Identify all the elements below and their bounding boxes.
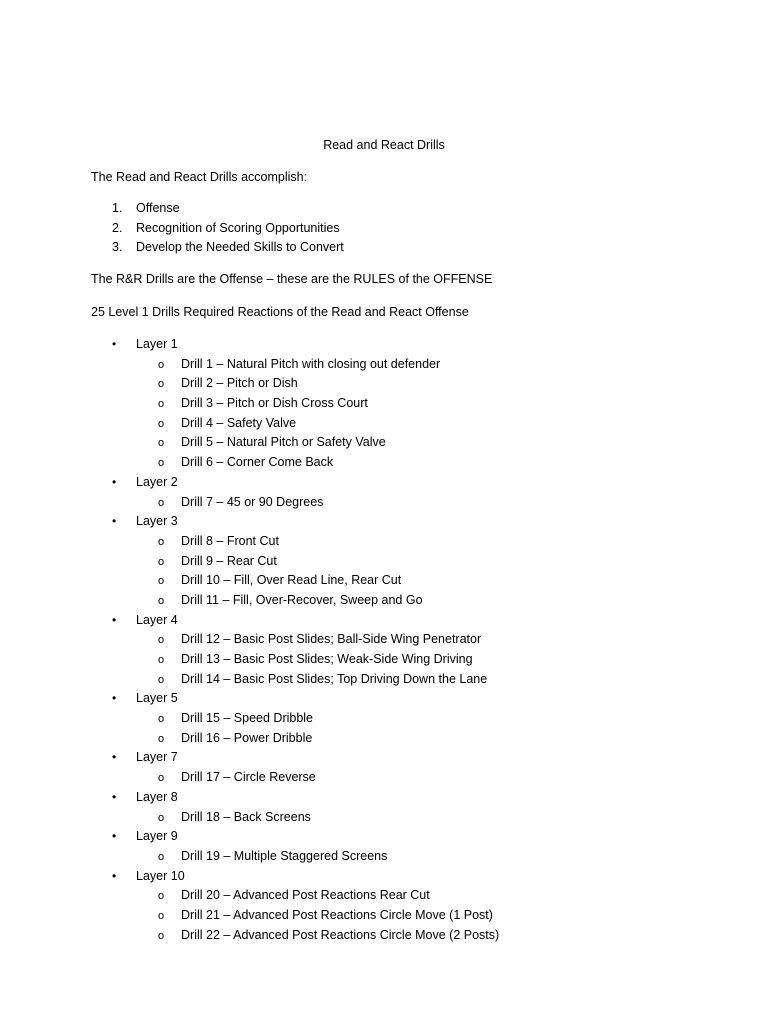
layer-item — [112, 336, 499, 474]
drill-item — [112, 907, 499, 927]
circle-bullet-icon: o — [158, 555, 165, 568]
circle-bullet-icon: o — [158, 634, 165, 647]
layer-label: Layer 1 — [136, 337, 178, 351]
goals-list — [112, 200, 344, 259]
drill-list — [112, 631, 499, 690]
drill-item — [112, 730, 499, 750]
circle-bullet-icon: o — [158, 575, 165, 588]
drill-label: Drill 22 – Advanced Post Reactions Circle Move (2 Posts) — [181, 927, 500, 942]
bullet-icon: • — [112, 474, 117, 489]
drill-label: Drill 6 – Corner Come Back — [181, 455, 334, 470]
goal-text: Recognition of Scoring Opportunities — [136, 220, 340, 235]
drill-label: Drill 1 – Natural Pitch with closing out defender — [181, 356, 441, 371]
drill-item — [112, 651, 499, 671]
drill-item — [112, 887, 499, 907]
drill-item — [112, 809, 499, 829]
drill-item — [112, 592, 499, 612]
drill-list — [112, 710, 499, 749]
drill-item — [112, 671, 499, 691]
layer-item — [112, 474, 499, 513]
drill-item — [112, 631, 499, 651]
drill-item — [112, 533, 499, 553]
drill-item — [112, 415, 499, 435]
layer-label: Layer 9 — [136, 829, 178, 844]
layers-list — [112, 336, 499, 946]
drill-label: Drill 4 – Safety Valve — [181, 415, 297, 430]
drill-label: Drill 21 – Advanced Post Reactions Circle Move (1 Post) — [181, 907, 493, 922]
layer-row — [112, 612, 499, 632]
layer-item — [112, 789, 499, 828]
circle-bullet-icon: o — [158, 811, 165, 824]
drill-label: Drill 9 – Rear Cut — [181, 553, 277, 568]
drill-label: Drill 18 – Back Screens — [181, 809, 311, 824]
goal-item — [112, 220, 344, 240]
layer-row — [112, 513, 499, 533]
bullet-icon: • — [112, 514, 117, 529]
drill-item — [112, 553, 499, 573]
bullet-icon: • — [112, 789, 117, 804]
drill-label: Drill 8 – Front Cut — [181, 533, 279, 548]
goal-number: 1. — [112, 201, 123, 215]
layer-label: Layer 10 — [136, 868, 185, 883]
drill-list — [112, 356, 499, 474]
circle-bullet-icon: o — [158, 654, 165, 666]
goal-item — [112, 239, 344, 259]
bullet-icon: • — [112, 829, 117, 844]
drills-heading: 25 Level 1 Drills Required Reactions of the Read and React Offense — [91, 305, 469, 319]
drill-label: Drill 2 – Pitch or Dish — [181, 376, 298, 391]
bullet-icon: • — [112, 612, 117, 627]
drill-item — [112, 356, 499, 376]
layer-label: Layer 3 — [136, 514, 178, 529]
drill-item — [112, 454, 499, 474]
layer-row — [112, 789, 499, 809]
goal-number: 2. — [112, 220, 123, 235]
goal-number: 3. — [112, 240, 123, 254]
drill-item — [112, 769, 499, 789]
document-title: Read and React Drills — [323, 138, 445, 152]
drill-list — [112, 494, 499, 514]
drill-list — [112, 533, 499, 612]
drill-label: Drill 15 – Speed Dribble — [181, 711, 314, 726]
circle-bullet-icon: o — [158, 496, 165, 509]
layer-label: Layer 2 — [136, 474, 178, 489]
bullet-icon: • — [112, 750, 117, 765]
circle-bullet-icon: o — [158, 398, 165, 411]
drill-label: Drill 19 – Multiple Staggered Screens — [181, 848, 388, 863]
layer-item — [112, 513, 499, 611]
drill-label: Drill 3 – Pitch or Dish Cross Court — [181, 396, 368, 411]
drill-item — [112, 848, 499, 868]
drill-item — [112, 494, 499, 514]
drill-label: Drill 7 – 45 or 90 Degrees — [181, 494, 324, 509]
layer-row — [112, 868, 499, 888]
goal-item — [112, 200, 344, 220]
circle-bullet-icon: o — [158, 417, 165, 430]
drill-label: Drill 11 – Fill, Over-Recover, Sweep and Go — [181, 592, 423, 607]
drill-label: Drill 20 – Advanced Post Reactions Rear Cut — [181, 888, 430, 903]
layer-label: Layer 4 — [136, 612, 178, 627]
circle-bullet-icon: o — [158, 437, 165, 450]
circle-bullet-icon: o — [158, 772, 165, 785]
circle-bullet-icon: o — [158, 909, 165, 922]
circle-bullet-icon: o — [158, 594, 165, 607]
layer-label: Layer 7 — [136, 750, 178, 765]
bullet-icon: • — [112, 691, 117, 706]
layer-label: Layer 5 — [136, 691, 178, 706]
goal-text: Offense — [136, 201, 180, 215]
drill-list — [112, 769, 499, 789]
layer-item — [112, 828, 499, 867]
layer-row — [112, 474, 499, 494]
intro-text: The Read and React Drills accomplish: — [91, 170, 308, 184]
drill-label: Drill 14 – Basic Post Slides; Top Driving Down the Lane — [181, 671, 488, 686]
drill-label: Drill 10 – Fill, Over Read Line, Rear Cut — [181, 573, 402, 588]
layer-item — [112, 868, 499, 947]
layer-item — [112, 612, 499, 691]
layer-row — [112, 828, 499, 848]
circle-bullet-icon: o — [158, 732, 165, 745]
circle-bullet-icon: o — [158, 850, 165, 863]
layer-row — [112, 690, 499, 710]
circle-bullet-icon: o — [158, 713, 165, 726]
layer-row — [112, 336, 499, 356]
drill-list — [112, 887, 499, 946]
bullet-icon: • — [112, 337, 117, 351]
drill-label: Drill 16 – Power Dribble — [181, 730, 313, 745]
circle-bullet-icon: o — [158, 378, 165, 391]
drill-label: Drill 12 – Basic Post Slides; Ball-Side Wing Penetrator — [181, 632, 482, 647]
circle-bullet-icon: o — [158, 929, 165, 942]
drill-label: Drill 17 – Circle Reverse — [181, 770, 316, 785]
bullet-icon: • — [112, 868, 117, 883]
circle-bullet-icon: o — [158, 673, 165, 686]
drill-item — [112, 710, 499, 730]
goal-text: Develop the Needed Skills to Convert — [136, 240, 344, 254]
layer-item — [112, 690, 499, 749]
drill-label: Drill 13 – Basic Post Slides; Weak-Side Wing Driving — [181, 652, 473, 666]
drill-label: Drill 5 – Natural Pitch or Safety Valve — [181, 435, 386, 450]
layer-label: Layer 8 — [136, 789, 178, 804]
drill-list — [112, 848, 499, 868]
layer-item — [112, 749, 499, 788]
drill-item — [112, 395, 499, 415]
circle-bullet-icon: o — [158, 457, 165, 470]
drill-item — [112, 927, 499, 947]
drill-item — [112, 375, 499, 395]
circle-bullet-icon: o — [158, 890, 165, 903]
rules-line: The R&R Drills are the Offense – these are the RULES of the OFFENSE — [91, 272, 493, 286]
circle-bullet-icon: o — [158, 535, 165, 548]
drill-item — [112, 434, 499, 454]
drill-item — [112, 572, 499, 592]
circle-bullet-icon: o — [158, 358, 165, 371]
drill-list — [112, 809, 499, 829]
layer-row — [112, 749, 499, 769]
